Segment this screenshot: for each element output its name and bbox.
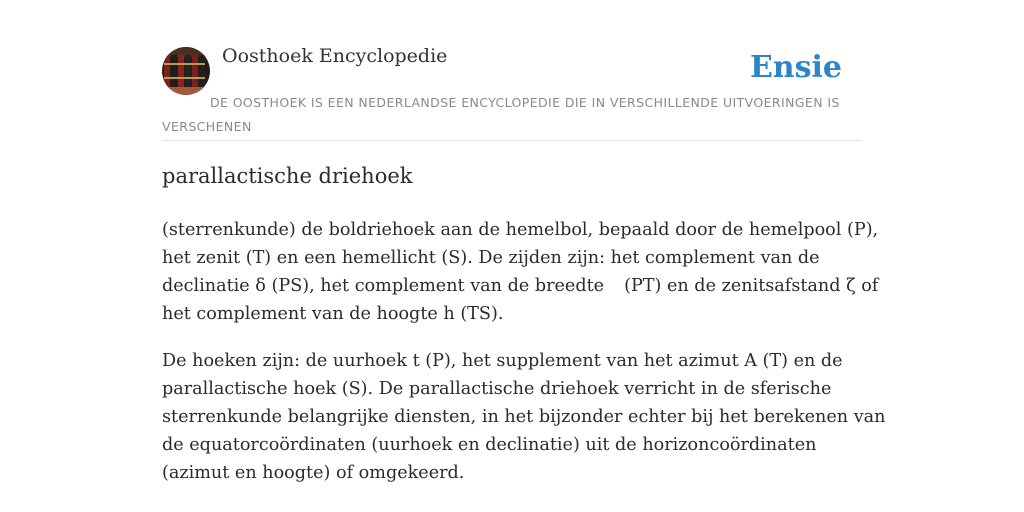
paragraph-line: het complement van de hoogte h (TS). [162,304,504,324]
site-tagline: DE OOSTHOEK IS EEN NEDERLANDSE ENCYCLOPEDIE DIE IN VERSCHILLENDE UITVOERINGEN IS VERSCHENEN [162,95,840,134]
paragraph-line: declinatie δ (PS), het complement van de breedte [162,276,605,296]
paragraph-line: parallactische hoek (S). De parallactische driehoek verricht in de sferische [162,379,832,399]
site-header [162,44,862,141]
encyclopedia-books-icon[interactable] [162,47,210,95]
article-paragraph-2 [162,347,886,487]
article-body [162,216,886,506]
paragraph-line: de equatorcoördinaten (uurhoek en declinatie) uit de horizoncoördinaten [162,435,817,455]
paragraph-line: het zenit (T) en een hemellicht (S). De zijden zijn: het complement van de [162,248,820,268]
article-paragraph-1 [162,216,879,328]
site-name[interactable]: Oosthoek Encyclopedie [222,45,448,67]
article-title: parallactische driehoek [162,164,413,188]
paragraph-line: De hoeken zijn: de uurhoek t (P), het supplement van het azimut A (T) en de [162,351,843,371]
brand-logo-text[interactable]: Ensie [749,50,842,85]
paragraph-line: (azimut en hoogte) of omgekeerd. [162,463,465,483]
paragraph-line: sterrenkunde belangrijke diensten, in het bijzonder echter bij het berekenen van [162,407,886,427]
paragraph-line: (sterrenkunde) de boldriehoek aan de hemelbol, bepaald door de hemelpool (P), [162,220,879,240]
paragraph-line: (PT) en de zenitsafstand ζ of [624,276,879,296]
